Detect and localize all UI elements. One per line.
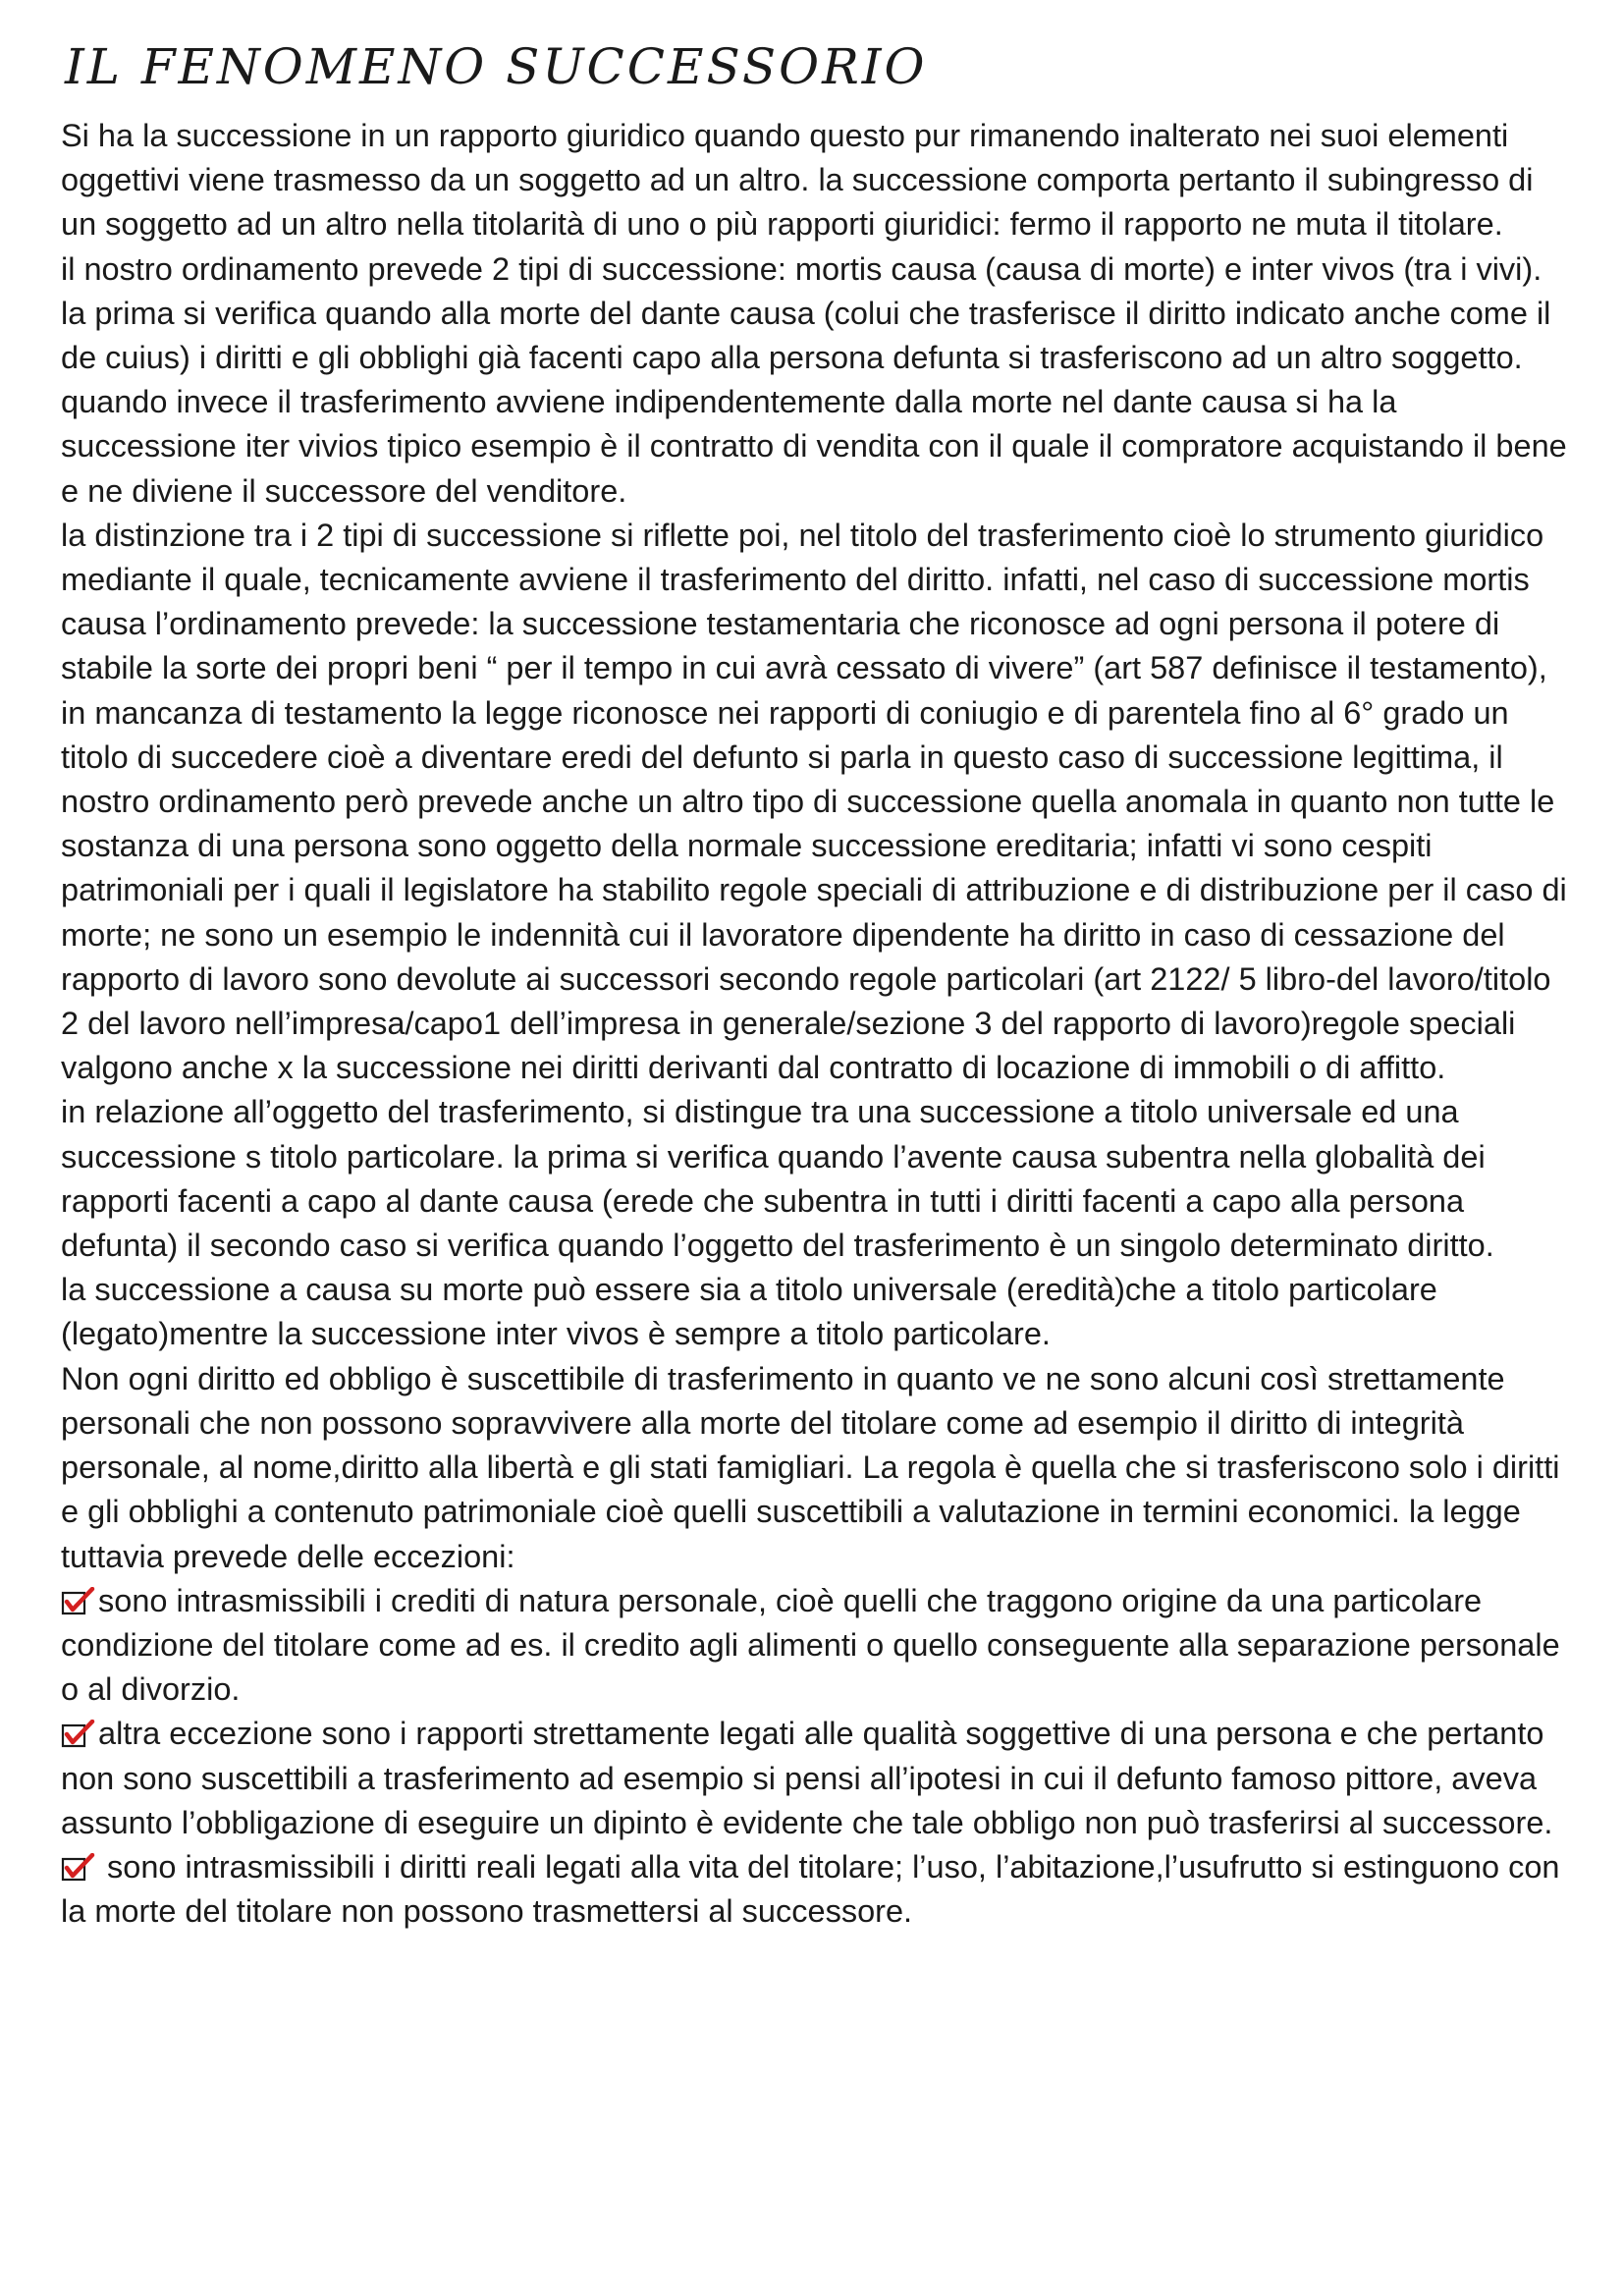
page-title: IL FENOMENO SUCCESSORIO [65, 38, 928, 95]
checklist-item-text: altra eccezione sono i rapporti strettamente legati alle qualità soggettive di una persona e che pertanto non sono suscettibili a trasferimento ad esempio si pensi all’ipotesi in cui il defunto famoso pittore, aveva assunto l’obbligazione di eseguire un dipinto è evidente che tale obbligo non può trasferirsi al successore. [61, 1716, 1553, 1840]
paragraph: in relazione all’oggetto del trasferimento, si distingue tra una successione a titolo universale ed una successione s titolo particolare. la prima si verifica quando l’avente causa subentra nella globalità dei rapporti facenti a capo al dante causa (erede che subentra in tutti i diritti facenti a capo alla persona defunta) il secondo caso si verifica quando l’oggetto del trasferimento è un singolo determinato diritto. [61, 1094, 1494, 1264]
checkbox-checked-icon [61, 1720, 96, 1749]
checklist-item [61, 1579, 1573, 1713]
checkbox-checked-icon [61, 1587, 96, 1616]
checklist-item-text: sono intrasmissibili i crediti di natura personale, cioè quelli che traggono origine da una particolare condizione del titolare come ad es. il credito agli alimenti o quello conseguente alla separazione personale o al divorzio. [61, 1582, 1560, 1708]
paragraph: la successione a causa su morte può essere sia a titolo universale (eredità)che a titolo particolare (legato)mentre la successione inter vivos è sempre a titolo particolare. [61, 1272, 1437, 1352]
paragraph: il nostro ordinamento prevede 2 tipi di successione: mortis causa (causa di morte) e inter vivos (tra i vivi). la prima si verifica quando alla morte del dante causa (colui che trasferisce il diritto indicato anche come il de cuius) i diritti e gli obblighi già facenti capo alla persona defunta si trasferiscono ad un altro soggetto. quando invece il trasferimento avviene indipendentemente dalla morte nel dante causa si ha la successione iter vivios tipico esempio è il contratto di vendita con il quale il compratore acquistando il bene e ne diviene il successore del venditore. [61, 250, 1567, 509]
checklist-item-text: sono intrasmissibili i diritti reali legati alla vita del titolare; l’uso, l’abitazione,l’usufrutto si estinguono con la morte del titolare non possono trasmettersi al successore. [61, 1848, 1560, 1930]
paragraph: Non ogni diritto ed obbligo è suscettibile di trasferimento in quanto ve ne sono alcuni così strettamente personali che non possono sopravvivere alla morte del titolare come ad esempio il diritto di integrità personale, al nome,diritto alla libertà e gli stati famigliari. La regola è quella che si trasferiscono solo i diritti e gli obblighi a contenuto patrimoniale cioè quelli suscettibili a valutazione in termini economici. la legge tuttavia prevede delle eccezioni: [61, 1360, 1560, 1574]
document-body [61, 114, 1573, 1934]
checklist-item [61, 1845, 1573, 1934]
paragraph: Si ha la successione in un rapporto giuridico quando questo pur rimanendo inalterato nei suoi elementi oggettivi viene trasmesso da un soggetto ad un altro. la successione comporta pertanto il subingresso di un soggetto ad un altro nella titolarità di uno o più rapporti giuridici: fermo il rapporto ne muta il titolare. [61, 118, 1534, 243]
checklist-item [61, 1712, 1573, 1845]
paragraph: la distinzione tra i 2 tipi di successione si riflette poi, nel titolo del trasferimento cioè lo strumento giuridico mediante il quale, tecnicamente avviene il trasferimento del diritto. infatti, nel caso di successione mortis causa l’ordinamento prevede: la successione testamentaria che riconosce ad ogni persona il potere di stabile la sorte dei propri beni “ per il tempo in cui avrà cessato di vivere” (art 587 definisce il testamento), in mancanza di testamento la legge riconosce nei rapporti di coniugio e di parentela fino al 6° grado un titolo di succedere cioè a diventare eredi del defunto si parla in questo caso di successione legittima, il nostro ordinamento però prevede anche un altro tipo di successione quella anomala in quanto non tutte le sostanza di una persona sono oggetto della normale successione ereditaria; infatti vi sono cespiti patrimoniali per i quali il legislatore ha stabilito regole speciali di attribuzione e di distribuzione per il caso di morte; ne sono un esempio le indennità cui il lavoratore dipendente ha diritto in caso di cessazione del rapporto di lavoro sono devolute ai successori secondo regole particolari (art 2122/ 5 libro-del lavoro/titolo 2 del lavoro nell’impresa/capo1 dell’impresa in generale/sezione 3 del rapporto di lavoro)regole speciali valgono anche x la successione nei diritti derivanti dal contratto di locazione di immobili o di affitto. [61, 517, 1567, 1086]
checkbox-checked-icon [61, 1853, 96, 1883]
